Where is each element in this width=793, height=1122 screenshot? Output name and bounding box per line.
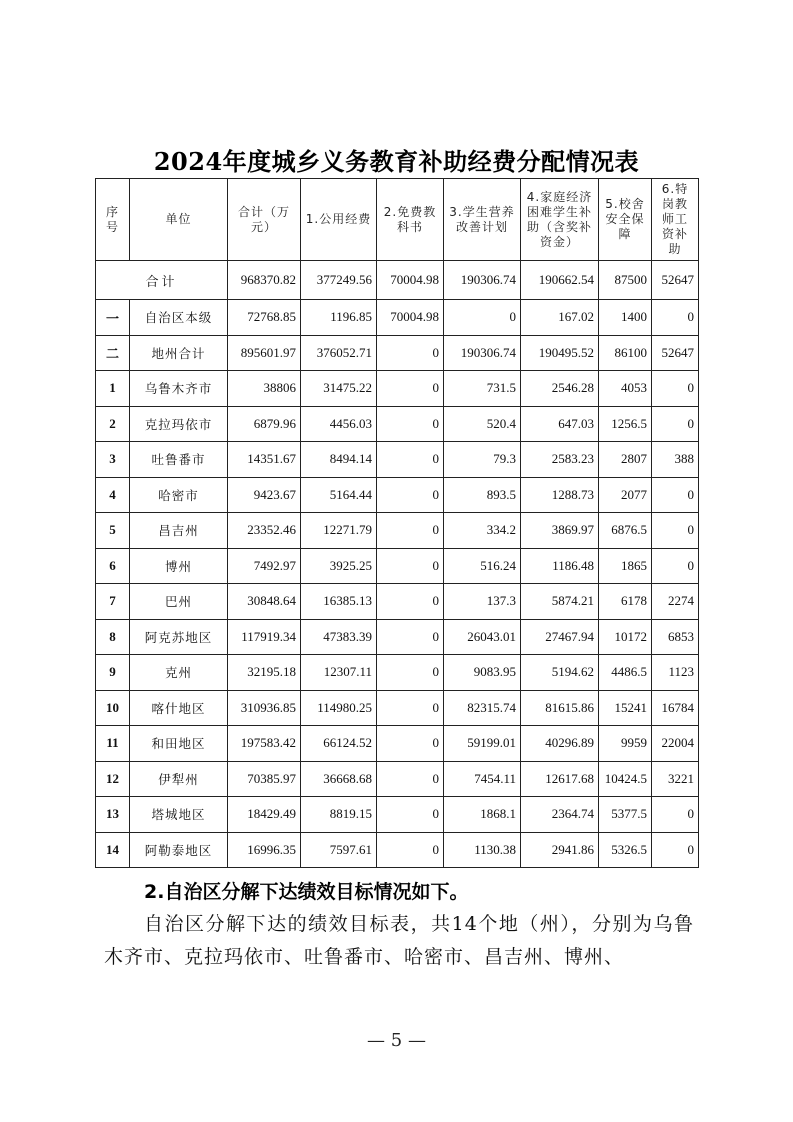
row-value: 47383.39 xyxy=(301,619,377,655)
row-value: 66124.52 xyxy=(301,726,377,762)
row-value: 8494.14 xyxy=(301,442,377,478)
row-number: 一 xyxy=(96,300,130,336)
row-value: 4486.5 xyxy=(599,655,652,691)
row-value: 376052.71 xyxy=(301,335,377,371)
table-row xyxy=(96,513,699,549)
row-value: 647.03 xyxy=(521,406,599,442)
row-value: 5377.5 xyxy=(599,797,652,833)
row-value: 167.02 xyxy=(521,300,599,336)
row-value: 893.5 xyxy=(444,477,521,513)
row-value: 6876.5 xyxy=(599,513,652,549)
body-paragraph: 自治区分解下达的绩效目标表，共14个地（州），分别为乌鲁木齐市、克拉玛依市、吐鲁番市、哈密市、昌吉州、博州、 xyxy=(104,913,694,968)
row-value: 12307.11 xyxy=(301,655,377,691)
row-value: 8819.15 xyxy=(301,797,377,833)
total-row xyxy=(96,261,699,300)
header-total: 合计（万元） xyxy=(228,179,301,261)
row-value: 0 xyxy=(377,513,444,549)
row-value: 52647 xyxy=(652,335,699,371)
row-value: 114980.25 xyxy=(301,690,377,726)
row-number: 4 xyxy=(96,477,130,513)
table-row xyxy=(96,300,699,336)
row-value: 15241 xyxy=(599,690,652,726)
row-value: 38806 xyxy=(228,371,301,407)
row-value: 0 xyxy=(377,477,444,513)
header-nutrition-plan: 3.学生营养改善计划 xyxy=(444,179,521,261)
row-value: 12617.68 xyxy=(521,761,599,797)
table-row xyxy=(96,371,699,407)
row-unit: 塔城地区 xyxy=(130,797,228,833)
row-value: 0 xyxy=(377,584,444,620)
row-value: 32195.18 xyxy=(228,655,301,691)
row-value: 0 xyxy=(377,832,444,868)
row-value: 0 xyxy=(377,690,444,726)
row-value: 30848.64 xyxy=(228,584,301,620)
row-value: 117919.34 xyxy=(228,619,301,655)
row-value: 1186.48 xyxy=(521,548,599,584)
row-value: 0 xyxy=(377,726,444,762)
row-value: 72768.85 xyxy=(228,300,301,336)
total-cell: 377249.56 xyxy=(301,261,377,300)
row-value: 0 xyxy=(652,513,699,549)
row-value: 26043.01 xyxy=(444,619,521,655)
section-heading: 2.自治区分解下达绩效目标情况如下。 xyxy=(144,881,469,903)
funding-allocation-table xyxy=(95,178,699,868)
row-value: 3221 xyxy=(652,761,699,797)
row-value: 2364.74 xyxy=(521,797,599,833)
row-number: 8 xyxy=(96,619,130,655)
row-value: 36668.68 xyxy=(301,761,377,797)
row-value: 22004 xyxy=(652,726,699,762)
row-value: 59199.01 xyxy=(444,726,521,762)
row-unit: 克拉玛依市 xyxy=(130,406,228,442)
row-value: 0 xyxy=(377,335,444,371)
row-unit: 和田地区 xyxy=(130,726,228,762)
row-value: 0 xyxy=(377,797,444,833)
row-value: 18429.49 xyxy=(228,797,301,833)
row-value: 16385.13 xyxy=(301,584,377,620)
row-value: 10424.5 xyxy=(599,761,652,797)
row-value: 0 xyxy=(652,832,699,868)
row-value: 9423.67 xyxy=(228,477,301,513)
row-value: 0 xyxy=(377,655,444,691)
table-title: 2024年度城乡义务教育补助经费分配情况表 xyxy=(153,147,640,176)
row-value: 0 xyxy=(377,371,444,407)
header-student-aid: 4.家庭经济困难学生补助（含奖补资金） xyxy=(521,179,599,261)
row-value: 0 xyxy=(444,300,521,336)
row-unit: 阿勒泰地区 xyxy=(130,832,228,868)
row-number: 14 xyxy=(96,832,130,868)
row-value: 190306.74 xyxy=(444,335,521,371)
row-value: 2274 xyxy=(652,584,699,620)
table-row xyxy=(96,797,699,833)
row-unit: 吐鲁番市 xyxy=(130,442,228,478)
row-value: 0 xyxy=(377,619,444,655)
row-value: 86100 xyxy=(599,335,652,371)
row-value: 0 xyxy=(652,797,699,833)
row-value: 6853 xyxy=(652,619,699,655)
row-unit: 乌鲁木齐市 xyxy=(130,371,228,407)
row-value: 0 xyxy=(652,548,699,584)
row-number: 3 xyxy=(96,442,130,478)
row-unit: 昌吉州 xyxy=(130,513,228,549)
row-value: 81615.86 xyxy=(521,690,599,726)
row-value: 6879.96 xyxy=(228,406,301,442)
row-value: 0 xyxy=(652,406,699,442)
row-value: 516.24 xyxy=(444,548,521,584)
row-value: 1868.1 xyxy=(444,797,521,833)
row-value: 0 xyxy=(377,548,444,584)
row-value: 23352.46 xyxy=(228,513,301,549)
row-value: 388 xyxy=(652,442,699,478)
header-public-funds: 1.公用经费 xyxy=(301,179,377,261)
row-value: 2077 xyxy=(599,477,652,513)
row-value: 7454.11 xyxy=(444,761,521,797)
row-value: 0 xyxy=(377,406,444,442)
row-value: 9083.95 xyxy=(444,655,521,691)
table-row xyxy=(96,832,699,868)
total-cell: 190662.54 xyxy=(521,261,599,300)
row-value: 70004.98 xyxy=(377,300,444,336)
row-value: 2583.23 xyxy=(521,442,599,478)
row-value: 310936.85 xyxy=(228,690,301,726)
row-unit: 地州合计 xyxy=(130,335,228,371)
row-value: 12271.79 xyxy=(301,513,377,549)
table-row xyxy=(96,477,699,513)
row-value: 7597.61 xyxy=(301,832,377,868)
row-value: 895601.97 xyxy=(228,335,301,371)
table-row xyxy=(96,726,699,762)
row-number: 二 xyxy=(96,335,130,371)
header-unit: 单位 xyxy=(130,179,228,261)
total-cell: 190306.74 xyxy=(444,261,521,300)
header-free-textbooks: 2.免费教科书 xyxy=(377,179,444,261)
row-value: 190495.52 xyxy=(521,335,599,371)
table-row xyxy=(96,442,699,478)
total-cell: 70004.98 xyxy=(377,261,444,300)
row-value: 16784 xyxy=(652,690,699,726)
table-header-row xyxy=(96,179,699,261)
row-number: 5 xyxy=(96,513,130,549)
table-row xyxy=(96,335,699,371)
header-special-teacher-salary: 6.特岗教师工资补助 xyxy=(652,179,699,261)
row-number: 1 xyxy=(96,371,130,407)
row-value: 3925.25 xyxy=(301,548,377,584)
row-value: 4053 xyxy=(599,371,652,407)
table-row xyxy=(96,584,699,620)
row-value: 16996.35 xyxy=(228,832,301,868)
row-value: 197583.42 xyxy=(228,726,301,762)
table-row xyxy=(96,761,699,797)
table-row xyxy=(96,406,699,442)
row-value: 1288.73 xyxy=(521,477,599,513)
row-value: 14351.67 xyxy=(228,442,301,478)
total-label: 合计 xyxy=(96,261,228,300)
row-unit: 哈密市 xyxy=(130,477,228,513)
row-value: 5874.21 xyxy=(521,584,599,620)
row-value: 1400 xyxy=(599,300,652,336)
row-unit: 阿克苏地区 xyxy=(130,619,228,655)
row-value: 2807 xyxy=(599,442,652,478)
header-school-safety: 5.校舍安全保障 xyxy=(599,179,652,261)
row-value: 27467.94 xyxy=(521,619,599,655)
row-value: 0 xyxy=(652,371,699,407)
row-number: 7 xyxy=(96,584,130,620)
row-unit: 博州 xyxy=(130,548,228,584)
row-value: 5326.5 xyxy=(599,832,652,868)
row-unit: 喀什地区 xyxy=(130,690,228,726)
row-value: 4456.03 xyxy=(301,406,377,442)
row-value: 334.2 xyxy=(444,513,521,549)
row-value: 2546.28 xyxy=(521,371,599,407)
row-value: 137.3 xyxy=(444,584,521,620)
row-value: 5164.44 xyxy=(301,477,377,513)
row-value: 1123 xyxy=(652,655,699,691)
row-value: 0 xyxy=(377,761,444,797)
row-value: 1196.85 xyxy=(301,300,377,336)
row-number: 11 xyxy=(96,726,130,762)
row-number: 9 xyxy=(96,655,130,691)
row-value: 1130.38 xyxy=(444,832,521,868)
row-value: 40296.89 xyxy=(521,726,599,762)
row-number: 12 xyxy=(96,761,130,797)
row-value: 0 xyxy=(652,477,699,513)
row-value: 6178 xyxy=(599,584,652,620)
row-value: 5194.62 xyxy=(521,655,599,691)
row-value: 520.4 xyxy=(444,406,521,442)
row-value: 70385.97 xyxy=(228,761,301,797)
row-value: 0 xyxy=(652,300,699,336)
table-row xyxy=(96,655,699,691)
page-number: — 5 — xyxy=(367,1030,426,1051)
row-value: 2941.86 xyxy=(521,832,599,868)
table-row xyxy=(96,548,699,584)
row-value: 9959 xyxy=(599,726,652,762)
row-unit: 伊犁州 xyxy=(130,761,228,797)
row-unit: 自治区本级 xyxy=(130,300,228,336)
row-value: 82315.74 xyxy=(444,690,521,726)
row-value: 1865 xyxy=(599,548,652,584)
row-value: 3869.97 xyxy=(521,513,599,549)
row-value: 731.5 xyxy=(444,371,521,407)
total-cell: 968370.82 xyxy=(228,261,301,300)
row-number: 13 xyxy=(96,797,130,833)
row-number: 2 xyxy=(96,406,130,442)
row-value: 7492.97 xyxy=(228,548,301,584)
row-value: 79.3 xyxy=(444,442,521,478)
total-cell: 87500 xyxy=(599,261,652,300)
table-row xyxy=(96,690,699,726)
header-no: 序号 xyxy=(96,179,130,261)
total-cell: 52647 xyxy=(652,261,699,300)
row-value: 10172 xyxy=(599,619,652,655)
row-number: 10 xyxy=(96,690,130,726)
table-row xyxy=(96,619,699,655)
row-number: 6 xyxy=(96,548,130,584)
row-unit: 巴州 xyxy=(130,584,228,620)
row-value: 31475.22 xyxy=(301,371,377,407)
row-unit: 克州 xyxy=(130,655,228,691)
row-value: 0 xyxy=(377,442,444,478)
row-value: 1256.5 xyxy=(599,406,652,442)
